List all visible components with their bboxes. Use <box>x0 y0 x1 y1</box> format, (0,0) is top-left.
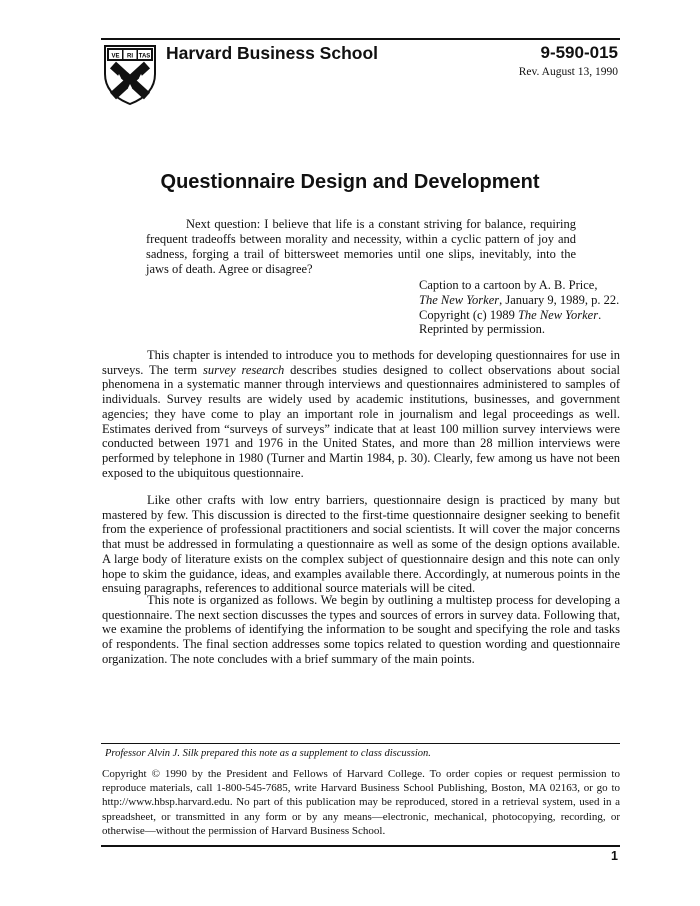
epigraph-quote: Next question: I believe that life is a constant striving for balance, requiring frequent tradeoffs between morality and necessity, within a cyclic pattern of joy and sadness, forging a trail of bittersweet memories until one slips, inevitably, into the jaws of death. Agree or disagree? <box>146 217 576 276</box>
footer-rule <box>101 743 620 744</box>
hbs-shield-logo <box>103 44 157 106</box>
attribution-text: Copyright (c) 1989 <box>419 307 518 322</box>
header-rule <box>101 38 620 40</box>
body-paragraph-2: Like other crafts with low entry barriers, questionnaire design is practiced by many but mastered by few. This discussion is directed to the first-time questionnaire designer seeking to benefit from the experience of professional practitioners and social scientists. It will cover the major concerns that must be addressed in formulating a questionnaire as well as some of the design options available. A large body of literature exists on the complex subject of questionnaire design and this note can only hope to skim the guidance, ideas, and examples available there. Accordingly, at numerous points in the ensuing paragraphs, references to additional source materials will be cited. <box>102 493 620 596</box>
publication-name: The New Yorker <box>517 307 599 322</box>
attribution-line <box>419 308 619 323</box>
revision-date: Rev. August 13, 1990 <box>518 66 618 78</box>
paragraph-text: This chapter is intended to introduce you to methods for developing questionnaires for use in surveys. The term <box>102 348 620 377</box>
author-note: Professor Alvin J. Silk prepared this note as a supplement to class discussion. <box>105 748 431 759</box>
attribution-line: Caption to a cartoon by A. B. Price, <box>419 278 598 292</box>
svg-text:TAS: TAS <box>138 53 151 60</box>
svg-text:VE: VE <box>111 53 120 60</box>
paragraph-text: describes studies designed to collect observations about social phenomena in a systematic manner through interviews and questionnaires administered to samples of individuals. Survey results are widely used by academic institutions, businesses, and government agencies; they have come to play an important role in journalism and legal proceedings as well. Estimates derived from “surveys of surveys” indicate that at least 100 million survey interviews were conducted between 1971 and 1976 in the United States, and more than 28 million interviews were performed by telephone in 1980 (Turner and Martin 1984, p. 30). Clearly, few among us have not been exposed to the ubiquitous questionnaire. <box>102 362 620 480</box>
footer-bottom-rule <box>101 845 620 847</box>
svg-text:RI: RI <box>127 53 133 60</box>
publication-name: The New Yorker <box>419 292 500 307</box>
emphasized-term: survey research <box>203 362 285 377</box>
body-paragraph-3: This note is organized as follows. We begin by outlining a multistep process for developing a questionnaire. The next section discusses the types and sources of errors in survey data. Following that, we examine the problems of identifying the information to be sought and specifying the role and tasks of respondents. The final section addresses some topics related to question wording and questionnaire organization. The note concludes with a brief summary of the main points. <box>102 593 620 666</box>
document-title: Questionnaire Design and Development <box>160 171 540 193</box>
attribution-line <box>419 293 619 308</box>
epigraph-attribution <box>419 278 619 337</box>
attribution-text: , January 9, 1989, p. 22. <box>499 292 620 307</box>
document-number: 9-590-015 <box>540 43 618 62</box>
body-paragraph-1 <box>102 348 620 480</box>
attribution-line: Reprinted by permission. <box>419 322 546 337</box>
page-number: 1 <box>611 849 618 863</box>
attribution-text: . <box>598 307 602 322</box>
school-name: Harvard Business School <box>166 43 379 63</box>
copyright-notice: Copyright © 1990 by the President and Fellows of Harvard College. To order copies or request permission to reproduce materials, call 1-800-545-7685, write Harvard Business School Publishing, Boston, MA 02163, or go to http://www.hbsp.harvard.edu. No part of this publication may be reproduced, stored in a retrieval system, used in a spreadsheet, or transmitted in any form or by any means—electronic, mechanical, photocopying, recording, or otherwise—without the permission of Harvard Business School. <box>102 768 620 837</box>
